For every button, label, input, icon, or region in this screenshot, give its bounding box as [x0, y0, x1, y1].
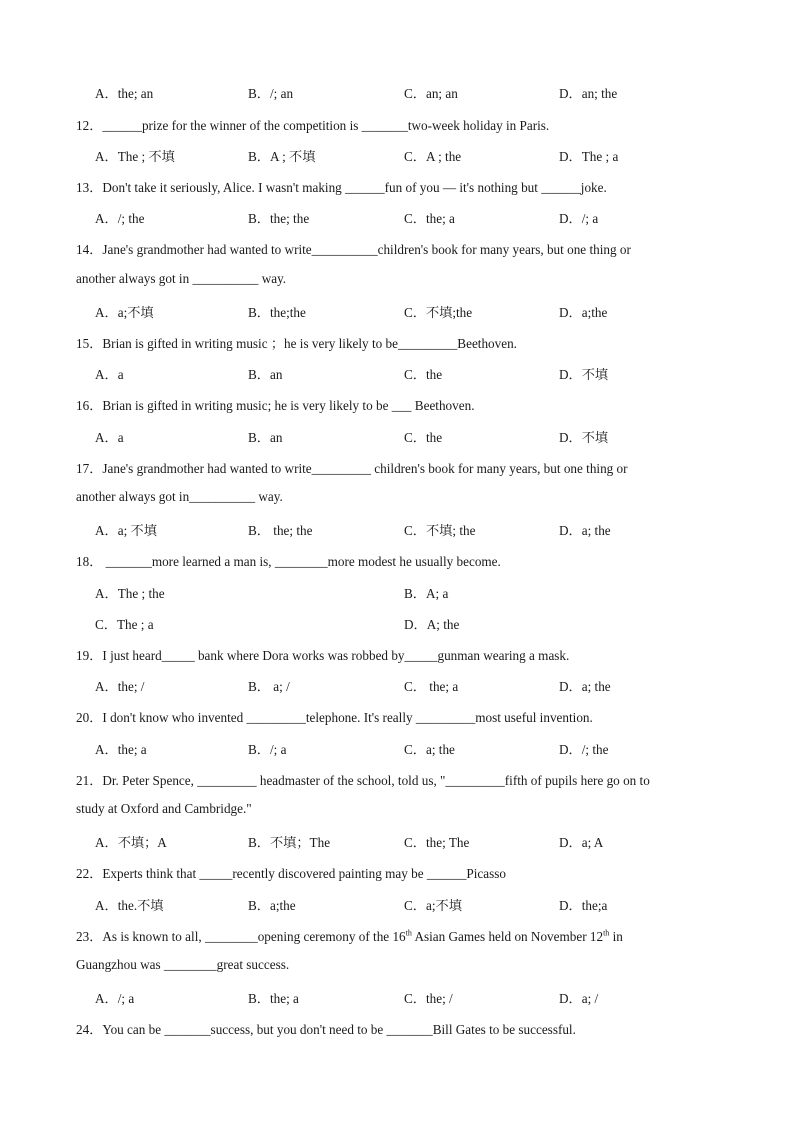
option-b: B． the; the — [248, 523, 313, 538]
question-14-continued: another always got in __________ way. — [76, 271, 287, 286]
option-a: A．The ; 不填 — [95, 149, 175, 164]
option-a: A．a — [95, 367, 124, 382]
option-b: B．a;the — [248, 898, 296, 913]
question-text-part1: As is known to all, ________opening ceremony of the 16 — [102, 929, 406, 944]
option-d: D．不填 — [559, 430, 609, 445]
option-d: D．the;a — [559, 898, 608, 913]
question-number: 22． — [76, 866, 103, 881]
option-d: D．an; the — [559, 86, 618, 101]
option-c: C．the; / — [404, 991, 453, 1006]
option-b: B．an — [248, 367, 283, 382]
question-text: I just heard_____ bank where Dora works was robbed by_____gunman wearing a mask. — [102, 648, 570, 663]
option-a: A．/; a — [95, 991, 135, 1006]
question-number: 24． — [76, 1022, 103, 1037]
option-c: C． the; a — [404, 679, 459, 694]
question-text: Experts think that _____recently discovered painting may be ______Picasso — [102, 866, 506, 881]
option-c: C．the — [404, 430, 443, 445]
option-c: C．a;不填 — [404, 898, 462, 913]
question-text: Don't take it seriously, Alice. I wasn't making ______fun of you — it's nothing but ______joke. — [102, 180, 607, 195]
question-text-part3: in — [609, 929, 623, 944]
question-22-options — [95, 895, 735, 913]
option-b: B．A ; 不填 — [248, 149, 316, 164]
option-d: D．a;the — [559, 305, 608, 320]
question-text: Brian is gifted in writing music; he is very likely to be ___ Beethoven. — [102, 398, 475, 413]
option-d: D．不填 — [559, 367, 609, 382]
question-11-options — [95, 83, 735, 101]
option-d: D．/; a — [559, 211, 599, 226]
question-18-options-row2 — [95, 614, 735, 632]
option-c: C．an; an — [404, 86, 458, 101]
question-text: Brian is gifted in writing music ；he is very likely to be_________Beethoven. — [102, 336, 517, 351]
question-number: 23． — [76, 929, 103, 944]
question-number: 15． — [76, 336, 103, 351]
question-12 — [76, 115, 549, 134]
option-c: C．the — [404, 367, 443, 382]
question-16 — [76, 395, 475, 414]
option-c: C．the; a — [404, 211, 455, 226]
question-14-options — [95, 302, 735, 320]
question-text: Jane's grandmother had wanted to write_________ children's book for many years, but one thing or — [102, 461, 628, 476]
question-number: 13． — [76, 180, 103, 195]
option-b: B．an — [248, 430, 283, 445]
option-a: A．a;不填 — [95, 305, 154, 320]
question-text: ______prize for the winner of the competition is _______two-week holiday in Paris. — [102, 118, 550, 133]
question-21-options — [95, 832, 735, 850]
option-b: B．the; a — [248, 991, 299, 1006]
question-18-options-row1 — [95, 583, 735, 601]
option-c: C．不填; the — [404, 523, 476, 538]
question-15-options — [95, 364, 735, 382]
question-text: Dr. Peter Spence, _________ headmaster of the school, told us, "_________fifth of pupils here go on to — [102, 773, 650, 788]
option-a: A．the; an — [95, 86, 154, 101]
option-a: A．The ; the — [95, 586, 165, 601]
option-b: B． a; / — [248, 679, 290, 694]
question-text: Jane's grandmother had wanted to write__________children's book for many years, but one thing or — [102, 242, 631, 257]
question-23 — [76, 926, 623, 945]
question-13-options — [95, 208, 735, 226]
question-text: _______more learned a man is, ________more modest he usually become. — [102, 554, 501, 569]
question-23-continued: Guangzhou was ________great success. — [76, 957, 290, 972]
question-16-options — [95, 427, 735, 445]
question-23-options — [95, 988, 735, 1006]
question-number: 17． — [76, 461, 103, 476]
option-a: A．a; 不填 — [95, 523, 157, 538]
option-d: D．The ; a — [559, 149, 619, 164]
ordinal-suffix: th — [405, 928, 412, 938]
option-d: D．/; the — [559, 742, 609, 757]
question-14 — [76, 239, 631, 258]
question-number: 21． — [76, 773, 103, 788]
question-text-part2: Asian Games held on November 12 — [411, 929, 604, 944]
question-19-options — [95, 676, 735, 694]
option-d: D．a; A — [559, 835, 604, 850]
question-number: 19． — [76, 648, 103, 663]
ordinal-suffix: th — [603, 928, 610, 938]
question-24 — [76, 1019, 576, 1038]
question-12-options — [95, 146, 735, 164]
question-number: 14． — [76, 242, 103, 257]
question-18 — [76, 551, 501, 570]
option-b: B．the;the — [248, 305, 306, 320]
question-number: 20． — [76, 710, 103, 725]
option-c: C．the; The — [404, 835, 470, 850]
option-c: C．a; the — [404, 742, 455, 757]
question-number: 12． — [76, 118, 103, 133]
option-a: A．不填；A — [95, 835, 167, 850]
question-17-continued: another always got in__________ way. — [76, 489, 283, 504]
option-c: C．A ; the — [404, 149, 462, 164]
option-b: B．A; a — [404, 586, 449, 601]
option-c: C．不填;the — [404, 305, 473, 320]
option-d: D．a; the — [559, 679, 611, 694]
option-a: A．a — [95, 430, 124, 445]
question-text: I don't know who invented _________telephone. It's really _________most useful invention. — [102, 710, 593, 725]
option-b: B．/; an — [248, 86, 294, 101]
option-d: D．A; the — [404, 617, 460, 632]
option-c: C．The ; a — [95, 617, 154, 632]
option-b: B．the; the — [248, 211, 310, 226]
question-22 — [76, 863, 506, 882]
question-21 — [76, 770, 650, 789]
option-d: D．a; the — [559, 523, 611, 538]
question-19 — [76, 645, 569, 664]
question-17 — [76, 458, 628, 477]
question-number: 18． — [76, 554, 103, 569]
question-21-continued: study at Oxford and Cambridge." — [76, 801, 252, 816]
option-a: A．the.不填 — [95, 898, 164, 913]
question-13 — [76, 177, 607, 196]
question-15 — [76, 333, 517, 352]
question-17-options — [95, 520, 735, 538]
option-b: B．不填；The — [248, 835, 331, 850]
option-d: D．a; / — [559, 991, 599, 1006]
option-b: B．/; a — [248, 742, 287, 757]
option-a: A．/; the — [95, 211, 145, 226]
option-a: A．the; / — [95, 679, 145, 694]
option-a: A．the; a — [95, 742, 147, 757]
question-20-options — [95, 739, 735, 757]
question-20 — [76, 707, 593, 726]
question-text: You can be _______success, but you don't need to be _______Bill Gates to be successful. — [102, 1022, 576, 1037]
question-number: 16． — [76, 398, 103, 413]
